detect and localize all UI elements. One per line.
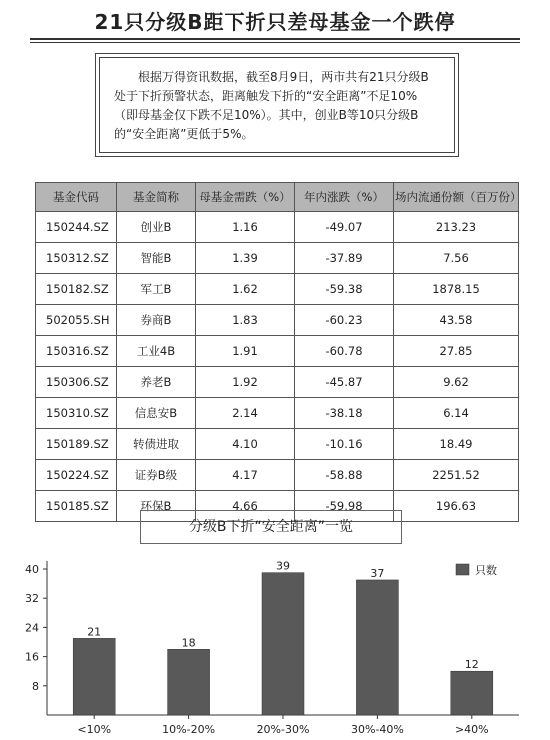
y-tick-label: 32 bbox=[25, 592, 39, 606]
cell-ytd-change: -37.89 bbox=[295, 243, 394, 274]
bar-chart bbox=[0, 545, 550, 740]
fund-table bbox=[35, 182, 522, 522]
cell-ytd-change: -58.88 bbox=[295, 460, 394, 491]
cell-parent-drop: 4.17 bbox=[196, 460, 295, 491]
table-header-row bbox=[36, 183, 519, 212]
cell-ytd-change: -60.78 bbox=[295, 336, 394, 367]
table-row bbox=[36, 305, 519, 336]
cell-fund-code: 502055.SH bbox=[36, 305, 117, 336]
cell-fund-code: 150244.SZ bbox=[36, 212, 117, 243]
page-title: 21只分级B距下折只差母基金一个跌停 bbox=[94, 10, 456, 34]
bar bbox=[73, 638, 115, 715]
cell-float-shares: 18.49 bbox=[394, 429, 519, 460]
x-tick-label: 10%-20% bbox=[162, 723, 216, 736]
cell-ytd-change: -38.18 bbox=[295, 398, 394, 429]
bar bbox=[262, 573, 304, 715]
table-body bbox=[36, 212, 519, 522]
cell-ytd-change: -60.23 bbox=[295, 305, 394, 336]
cell-fund-name: 环保B bbox=[117, 491, 196, 522]
cell-fund-name: 工业4B bbox=[117, 336, 196, 367]
y-tick-label: 16 bbox=[25, 650, 39, 664]
cell-fund-name: 养老B bbox=[117, 367, 196, 398]
table-row bbox=[36, 398, 519, 429]
cell-fund-code: 150189.SZ bbox=[36, 429, 117, 460]
cell-parent-drop: 4.10 bbox=[196, 429, 295, 460]
cell-fund-code: 150310.SZ bbox=[36, 398, 117, 429]
cell-parent-drop: 1.83 bbox=[196, 305, 295, 336]
table-row bbox=[36, 274, 519, 305]
header-parent-drop: 母基金需跌（%） bbox=[196, 183, 295, 212]
table-row bbox=[36, 212, 519, 243]
table-row bbox=[36, 336, 519, 367]
cell-parent-drop: 2.14 bbox=[196, 398, 295, 429]
table-row bbox=[36, 460, 519, 491]
x-tick-label: 30%-40% bbox=[350, 723, 404, 736]
cell-ytd-change: -59.38 bbox=[295, 274, 394, 305]
cell-parent-drop: 1.62 bbox=[196, 274, 295, 305]
cell-fund-name: 信息安B bbox=[117, 398, 196, 429]
bar-value-label: 21 bbox=[87, 625, 102, 639]
header-fund-name: 基金简称 bbox=[117, 183, 196, 212]
cell-ytd-change: -45.87 bbox=[295, 367, 394, 398]
note-box bbox=[95, 53, 459, 157]
cell-float-shares: 2251.52 bbox=[394, 460, 519, 491]
cell-float-shares: 43.58 bbox=[394, 305, 519, 336]
legend-swatch bbox=[456, 564, 469, 575]
cell-fund-code: 150224.SZ bbox=[36, 460, 117, 491]
bar bbox=[356, 580, 398, 715]
bar bbox=[451, 671, 493, 715]
cell-fund-name: 证券B级 bbox=[117, 460, 196, 491]
cell-fund-name: 智能B bbox=[117, 243, 196, 274]
table-row bbox=[36, 367, 519, 398]
x-tick-label: <10% bbox=[77, 723, 112, 736]
cell-fund-code: 150316.SZ bbox=[36, 336, 117, 367]
cell-float-shares: 7.56 bbox=[394, 243, 519, 274]
x-tick-label: 20%-30% bbox=[256, 723, 310, 736]
y-tick-label: 8 bbox=[32, 679, 39, 693]
cell-fund-code: 150312.SZ bbox=[36, 243, 117, 274]
cell-fund-code: 150306.SZ bbox=[36, 367, 117, 398]
bar-value-label: 39 bbox=[276, 559, 290, 573]
cell-fund-name: 券商B bbox=[117, 305, 196, 336]
cell-float-shares: 9.62 bbox=[394, 367, 519, 398]
cell-parent-drop: 1.39 bbox=[196, 243, 295, 274]
bar bbox=[168, 649, 210, 715]
cell-fund-name: 军工B bbox=[117, 274, 196, 305]
note-text: 根据万得资讯数据，截至8月9日，两市共有21只分级B处于下折预警状态，距离触发下折的“安全距离”不足10%（即母基金仅下跌不足10%）。其中，创业B等10只分级B的“安全距离”更低于5%。 bbox=[99, 57, 455, 153]
cell-fund-name: 创业B bbox=[117, 212, 196, 243]
cell-fund-code: 150182.SZ bbox=[36, 274, 117, 305]
cell-float-shares: 6.14 bbox=[394, 398, 519, 429]
header-float-shares: 场内流通份额（百万份） bbox=[394, 183, 519, 212]
cell-ytd-change: -59.98 bbox=[295, 491, 394, 522]
table-row bbox=[36, 429, 519, 460]
cell-fund-name: 转债进取 bbox=[117, 429, 196, 460]
header-ytd-change: 年内涨跌（%） bbox=[295, 183, 394, 212]
cell-float-shares: 196.63 bbox=[394, 491, 519, 522]
table-row bbox=[36, 243, 519, 274]
cell-float-shares: 27.85 bbox=[394, 336, 519, 367]
cell-ytd-change: -10.16 bbox=[295, 429, 394, 460]
cell-float-shares: 213.23 bbox=[394, 212, 519, 243]
bar-value-label: 37 bbox=[370, 566, 385, 580]
cell-ytd-change: -49.07 bbox=[295, 212, 394, 243]
x-tick-label: >40% bbox=[454, 723, 489, 736]
title-divider bbox=[30, 38, 520, 43]
header-fund-code: 基金代码 bbox=[36, 183, 117, 212]
y-tick-label: 40 bbox=[25, 563, 39, 576]
cell-fund-code: 150185.SZ bbox=[36, 491, 117, 522]
chart-title: 分级B下折“安全距离”一览 bbox=[140, 510, 402, 544]
cell-parent-drop: 1.16 bbox=[196, 212, 295, 243]
bar-value-label: 12 bbox=[464, 658, 479, 672]
cell-parent-drop: 1.91 bbox=[196, 336, 295, 367]
cell-float-shares: 1878.15 bbox=[394, 274, 519, 305]
y-tick-label: 24 bbox=[25, 621, 39, 635]
bar-value-label: 18 bbox=[181, 636, 196, 650]
cell-parent-drop: 4.66 bbox=[196, 491, 295, 522]
legend-label: 只数 bbox=[475, 564, 497, 577]
cell-parent-drop: 1.92 bbox=[196, 367, 295, 398]
